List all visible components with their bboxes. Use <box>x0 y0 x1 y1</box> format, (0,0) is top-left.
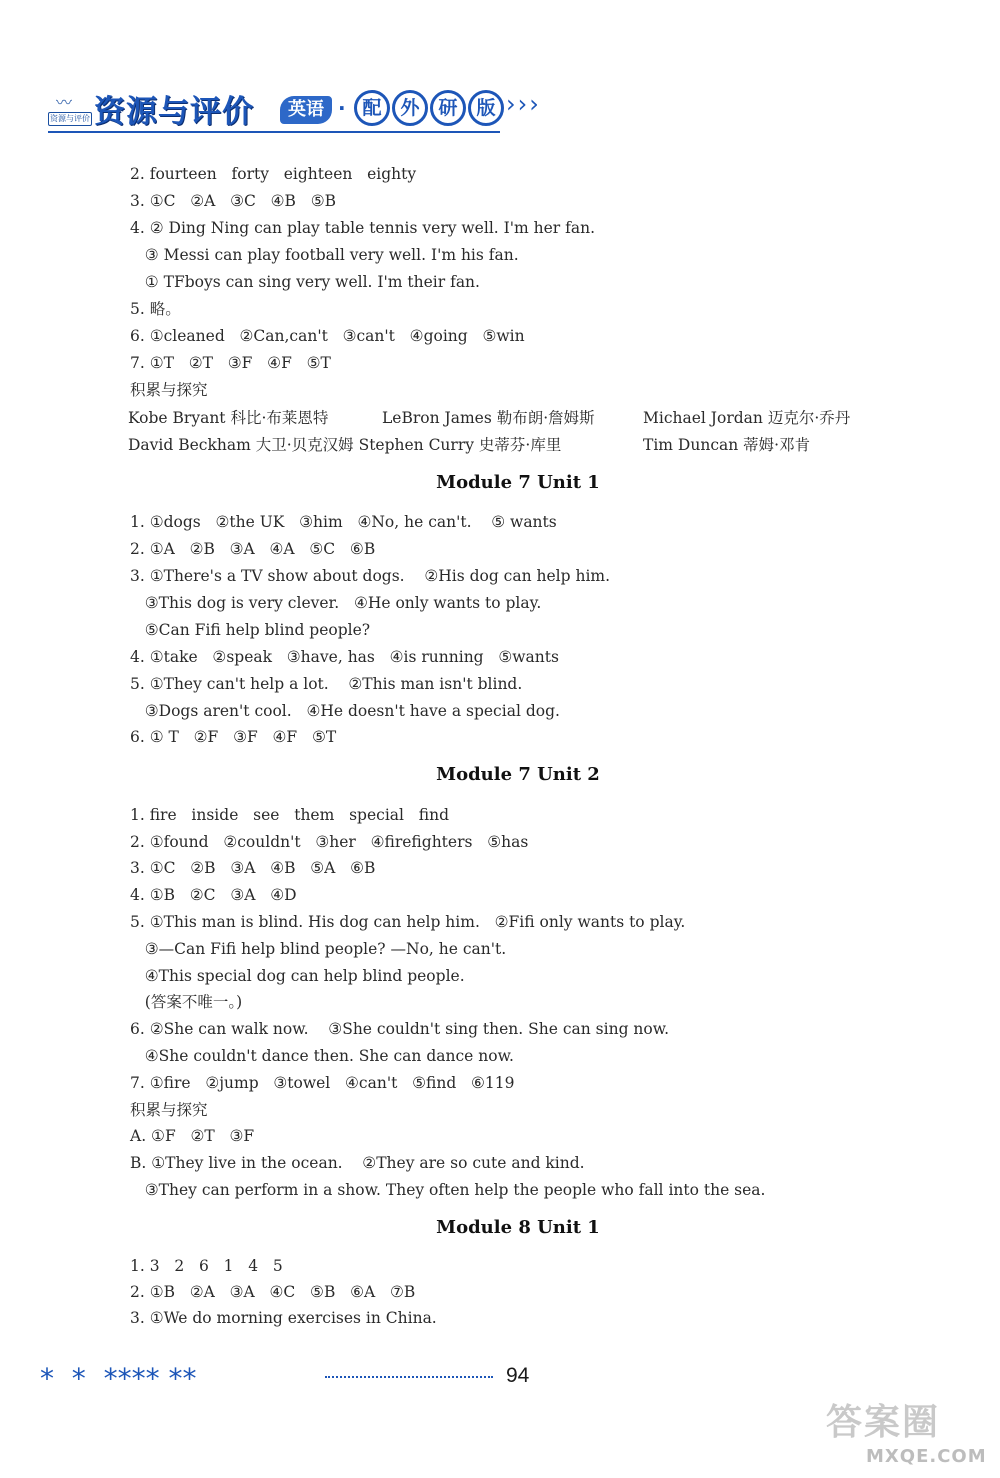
player-name: David Beckham 大卫·贝克汉姆 Stephen Curry 史蒂芬·库里 <box>128 436 562 454</box>
answer-line: 3. ①C ②A ③C ④B ⑤B <box>130 192 337 210</box>
player-name: Michael Jordan 迈克尔·乔丹 <box>643 409 851 427</box>
section-label: 积累与探究 <box>130 1101 208 1119</box>
page-number: 94 <box>506 1364 530 1387</box>
section-label: 积累与探究 <box>130 381 208 399</box>
edition-char: 配 <box>354 90 390 126</box>
answer-line: 6. ①cleaned ②Can,can't ③can't ④going ⑤win <box>130 327 525 345</box>
answer-line: 1. 3 2 6 1 4 5 <box>130 1257 283 1275</box>
subject-badge: 英语 <box>280 96 332 124</box>
section-heading: Module 7 Unit 2 <box>436 764 600 785</box>
chevron-icon: ››› <box>506 90 541 118</box>
answer-line: ③Dogs aren't cool. ④He doesn't have a special dog. <box>130 702 560 720</box>
watermark-cn: 答案圈 <box>826 1402 941 1443</box>
edition-char: 研 <box>430 90 466 126</box>
answer-line: 2. fourteen forty eighteen eighty <box>130 165 417 183</box>
player-name: Kobe Bryant 科比·布莱恩特 <box>128 409 329 427</box>
answer-line: 3. ①C ②B ③A ④B ⑤A ⑥B <box>130 859 376 877</box>
book-title: 资源与评价 <box>94 94 254 130</box>
edition-char: 外 <box>392 90 428 126</box>
edition-char: 版 <box>468 90 504 126</box>
answer-line: 6. ②She can walk now. ③She couldn't sing then. She can sing now. <box>130 1020 670 1038</box>
logo-text: 资源与评价 <box>48 112 92 126</box>
header-banner <box>48 84 548 130</box>
section-heading: Module 8 Unit 1 <box>436 1217 600 1238</box>
player-name: Tim Duncan 蒂姆·邓肯 <box>643 436 811 454</box>
answer-line: (答案不唯一。) <box>130 993 243 1011</box>
site-watermark <box>826 1394 994 1474</box>
answer-line: ④This special dog can help blind people. <box>130 967 465 985</box>
bird-icon: 〰 <box>56 93 73 112</box>
answer-line: 3. ①We do morning exercises in China. <box>130 1309 437 1327</box>
edition-badges <box>354 90 504 126</box>
answer-line: 7. ①fire ②jump ③towel ④can't ⑤find ⑥119 <box>130 1074 515 1092</box>
watermark-en: MXQE.COM <box>866 1446 987 1467</box>
header-rule <box>48 131 500 133</box>
page-footer <box>40 1362 600 1402</box>
answer-line: ① TFboys can sing very well. I'm their fan. <box>130 273 480 291</box>
answer-line: B. ①They live in the ocean. ②They are so cute and kind. <box>130 1154 585 1172</box>
star-decoration-icon: * * **** ** <box>40 1362 197 1395</box>
answer-line: ④She couldn't dance then. She can dance now. <box>130 1047 514 1065</box>
answer-line: 2. ①A ②B ③A ④A ⑤C ⑥B <box>130 540 376 558</box>
answer-line: ③ Messi can play football very well. I'm his fan. <box>130 246 519 264</box>
answer-line: 3. ①There's a TV show about dogs. ②His dog can help him. <box>130 567 611 585</box>
answer-line: 5. ①They can't help a lot. ②This man isn't blind. <box>130 675 523 693</box>
answer-line: 6. ① T ②F ③F ④F ⑤T <box>130 728 337 746</box>
publisher-logo <box>48 90 88 124</box>
player-name: LeBron James 勒布朗·詹姆斯 <box>382 409 595 427</box>
answer-line: 1. ①dogs ②the UK ③him ④No, he can't. ⑤ wants <box>130 513 557 531</box>
answer-line: 5. 略。 <box>130 300 181 318</box>
answer-line: 5. ①This man is blind. His dog can help him. ②Fifi only wants to play. <box>130 913 686 931</box>
answer-line: 1. fire inside see them special find <box>130 806 449 824</box>
answer-line: 4. ①take ②speak ③have, has ④is running ⑤wants <box>130 648 559 666</box>
answer-line: 2. ①B ②A ③A ④C ⑤B ⑥A ⑦B <box>130 1283 416 1301</box>
answer-line: ③—Can Fifi help blind people? —No, he can't. <box>130 940 507 958</box>
answer-line: ⑤Can Fifi help blind people? <box>130 621 371 639</box>
answer-line: ③This dog is very clever. ④He only wants to play. <box>130 594 542 612</box>
answer-line: A. ①F ②T ③F <box>130 1127 255 1145</box>
dotted-leader <box>325 1376 493 1378</box>
answer-line: ③They can perform in a show. They often help the people who fall into the sea. <box>130 1181 766 1199</box>
answer-line: 2. ①found ②couldn't ③her ④firefighters ⑤has <box>130 833 529 851</box>
answer-line: 4. ② Ding Ning can play table tennis very well. I'm her fan. <box>130 219 596 237</box>
section-heading: Module 7 Unit 1 <box>436 472 600 493</box>
answer-line: 4. ①B ②C ③A ④D <box>130 886 297 904</box>
title-separator: · <box>338 96 346 120</box>
answer-line: 7. ①T ②T ③F ④F ⑤T <box>130 354 331 372</box>
